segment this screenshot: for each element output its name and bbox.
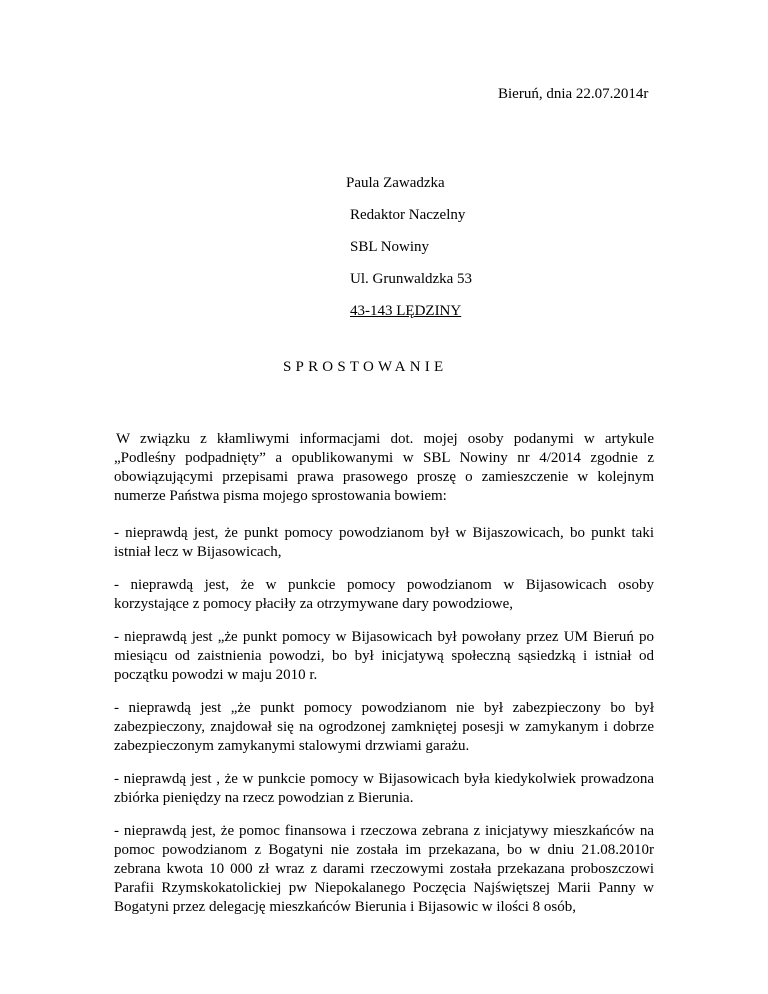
recipient-address-block (346, 176, 472, 336)
recipient-postal-city: 43-143 LĘDZINY (350, 303, 462, 319)
document-body (114, 430, 654, 931)
recipient-position: Redaktor Naczelny (350, 207, 466, 223)
place-date: Bieruń, dnia 22.07.2014r (498, 86, 649, 102)
recipient-name: Paula Zawadzka (346, 175, 445, 191)
correction-paragraph: - nieprawdą jest „że punkt pomocy w Bijasowicach był powołany przez UM Bieruń po miesiącu od zaistnienia powodzi, bo był inicjatywą społeczną sąsiedzką i istniał od początku powodzi w maju 2010 r. (114, 629, 654, 683)
intro-paragraph: W związku z kłamliwymi informacjami dot. mojej osoby podanymi w artykule „Podleśny podpadnięty” a opublikowanymi w SBL Nowiny nr 4/2014 zgodnie z obowiązującymi przepisami prawa prasowego proszę o zamieszczenie w kolejnym numerze Państwa pisma mojego sprostowania bowiem: (114, 431, 654, 504)
recipient-organization: SBL Nowiny (350, 239, 430, 255)
correction-paragraph: - nieprawdą jest, że pomoc finansowa i rzeczowa zebrana z inicjatywy mieszkańców na pomoc powodzianom z Bogatyni nie została im przekazana, bo w dniu 21.08.2010r zebrana kwota 10 000 zł wraz z darami rzeczowymi została przekazana proboszczowi Parafii Rzymskokatolickiej pw Niepokalanego Poczęcia Najświętszej Marii Panny w Bogatyni przez delegację mieszkańców Bierunia i Bijasowic w ilości 8 osób, (114, 823, 654, 915)
correction-paragraph: - nieprawdą jest, że w punkcie pomocy powodzianom w Bijasowicach osoby korzystające z pomocy płaciły za otrzymywane dary powodziowe, (114, 577, 654, 612)
correction-paragraph: - nieprawdą jest , że w punkcie pomocy w Bijasowicach była kiedykolwiek prowadzona zbiórka pieniędzy na rzecz powodzian z Bierunia. (114, 771, 654, 806)
correction-paragraph: - nieprawdą jest „że punkt pomocy powodzianom nie był zabezpieczony bo był zabezpieczony, znajdował się na ogrodzonej zamkniętej posesji w zamykanym i dobrze zabezpieczonym zamykanymi stalowymi drzwiami garażu. (114, 700, 654, 754)
recipient-street: Ul. Grunwaldzka 53 (350, 271, 473, 287)
document-title: SPROSTOWANIE (283, 359, 448, 375)
correction-paragraph: - nieprawdą jest, że punkt pomocy powodzianom był w Bijaszowicach, bo punkt taki istniał lecz w Bijasowicach, (114, 525, 654, 560)
recipient-postal-city-line (346, 304, 472, 319)
